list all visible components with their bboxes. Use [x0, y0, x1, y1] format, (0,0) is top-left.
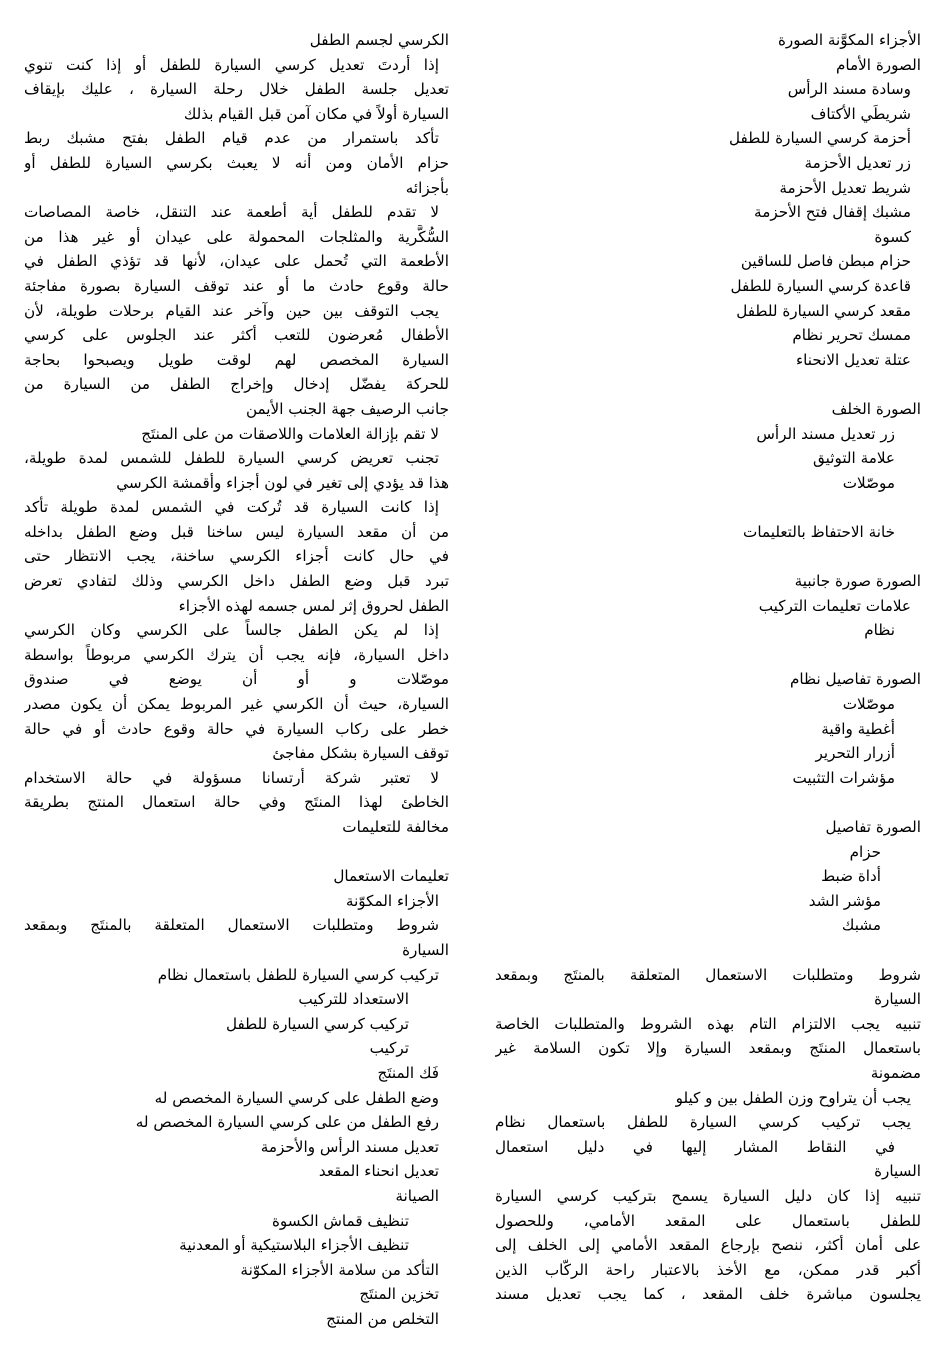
- list-item: نظام: [864, 621, 895, 640]
- text-line: يجب التوقف بين حين وآخر عند القيام برحلات طويلة، لأن: [24, 301, 439, 320]
- text-line: تجنب تعريض كرسي السيارة للطفل للشمس لمدة طويلة،: [24, 449, 439, 468]
- conditions-line: للطفل باستعمال على المقعد الأمامي، وللحصول: [495, 1211, 921, 1230]
- conditions-line: يجب تركيب كرسي السيارة للطفل باستعمال نظام: [495, 1113, 911, 1132]
- list-item: موصّلات: [842, 695, 895, 714]
- list-item: ممسك تحرير نظام: [792, 326, 911, 345]
- list-item: مشبك إقفال فتح الأحزمة: [754, 203, 911, 222]
- text-line: بأجزائه: [405, 178, 449, 197]
- toc-item: التخلص من المنتج: [326, 1309, 439, 1328]
- text-line: إذا كانت السيارة قد تُركت في الشمس لمدة طويلة تأكد: [24, 498, 439, 517]
- list-item: شريطَي الأكتاف: [810, 104, 911, 123]
- back-header: الصورة الخلف: [831, 399, 921, 418]
- list-item: مشبك: [841, 916, 881, 935]
- list-item: كسوة: [874, 227, 911, 246]
- conditions-line: السيارة: [874, 1162, 921, 1181]
- conditions-line: السيارة: [874, 990, 921, 1009]
- parts-header: الأجزاء المكوَّنة الصورة: [777, 31, 921, 49]
- list-item: علامة التوثيق: [813, 449, 895, 468]
- system-details-header: الصورة تفاصيل نظام: [789, 670, 921, 689]
- toc-item: التأكد من سلامة الأجزاء المكوّنة: [240, 1260, 439, 1279]
- toc-item: تعديل انحناء المقعد: [318, 1162, 439, 1181]
- toc-item: السيارة: [402, 940, 449, 959]
- toc-item: تخزين المنتَج: [359, 1285, 439, 1304]
- text-line: لا تقم بإزالة العلامات واللاصقات من على المنتَج: [141, 424, 439, 443]
- text-line: الخاطئ لهذا المنتَج وفي حالة استعمال المنتج بطريقة: [24, 793, 449, 812]
- text-line: السيارة، حيث أن الكرسي غير المربوط يمكن أن يكون مصدر: [24, 695, 449, 714]
- conditions-line: يجب أن يتراوح وزن الطفل بين و كيلو: [675, 1088, 911, 1107]
- list-item: وسادة مسند الرأس: [787, 80, 911, 99]
- text-line: حزام الأمان ومن أنه لا يعبث بكرسي السيارة للطفل أو: [24, 153, 449, 172]
- toc-item: تنظيف الأجزاء البلاستيكية أو المعدنية: [179, 1236, 409, 1255]
- text-line: في حال كانت أجزاء الكرسي ساخنة، يجب الانتظار حتى: [24, 547, 449, 566]
- instructions-slot: خانة الاحتفاظ بالتعليمات: [743, 522, 895, 541]
- list-item: زر تعديل الأحزمة: [804, 153, 911, 172]
- toc-item: تعديل مسند الرأس والأحزمة: [260, 1137, 439, 1156]
- right-column: [495, 28, 921, 1307]
- usage-title: تعليمات الاستعمال: [333, 867, 449, 886]
- list-item: شريط تعديل الأحزمة: [779, 178, 911, 197]
- list-item: زر تعديل مسند الرأس: [756, 424, 895, 443]
- text-line: تعديل جلسة الطفل خلال رحلة السيارة ، عليك بإيقاف: [24, 80, 449, 99]
- text-line: خطر على ركاب السيارة في حالة وقوع حادث أو في حالة: [24, 719, 449, 738]
- text-line: جانب الرصيف جهة الجنب الأيمن: [245, 399, 449, 418]
- conditions-line: في النقاط المشار إليها في دليل استعمال: [495, 1137, 895, 1156]
- conditions-line: أكبر قدر ممكن، مع الأخذ بالاعتبار راحة الركّاب الذين: [495, 1260, 921, 1279]
- text-line: تبرد قبل وضع الطفل داخل الكرسي وذلك لتفادي تعرض: [24, 572, 449, 591]
- toc-item: الاستعداد للتركيب: [298, 990, 409, 1009]
- list-item: موصّلات: [842, 473, 895, 492]
- text-line: الأطفال مُعرضون للتعب أكثر عند الجلوس على كرسي: [24, 326, 449, 345]
- list-item: مقعد كرسي السيارة للطفل: [736, 301, 911, 320]
- toc-item: شروط ومتطلبات الاستعمال المتعلقة بالمنتَج وبمقعد: [24, 916, 439, 935]
- toc-item: وضع الطفل على كرسي السيارة المخصص له: [154, 1088, 439, 1107]
- text-line: السيارة المخصص لهم لوقت طويل ويصبحوا بحاجة: [24, 350, 449, 369]
- list-item: علامات تعليمات التركيب: [758, 596, 911, 615]
- conditions-line: باستعمال المنتَج وبمقعد السيارة وإلا تكون السلامة غير: [495, 1039, 921, 1058]
- text-line: الطفل لحروق إثر لمس جسمه لهذه الأجزاء: [178, 596, 449, 615]
- list-item: مؤشر الشد: [808, 891, 881, 910]
- front-header: الصورة الأمام: [835, 55, 921, 74]
- conditions-line: تنبيه إذا كان دليل السيارة يسمح بتركيب كرسي السيارة: [495, 1186, 921, 1205]
- text-line: للحركة يفضّل إدخال وإخراج الطفل من السيارة من: [24, 375, 449, 394]
- text-line: تأكد باستمرار من عدم قيام الطفل بفتح مشبك ربط: [24, 129, 439, 148]
- toc-item: الصيانة: [395, 1186, 439, 1205]
- text-line: مخالفة للتعليمات: [342, 818, 449, 836]
- text-line: لا تقدم للطفل أية أطعمة عند التنقل، خاصة المصاصات: [24, 203, 439, 222]
- side-header: الصورة صورة جانبية: [794, 572, 921, 591]
- list-item: مؤشرات التثبيت: [792, 768, 895, 787]
- text-line: إذا لم يكن الطفل جالساً على الكرسي وكان الكرسي: [24, 621, 439, 640]
- list-item: حزام: [849, 842, 881, 861]
- toc-item: تركيب: [369, 1039, 409, 1058]
- section-title: الكرسي لجسم الطفل: [309, 31, 449, 49]
- list-item: عتلة تعديل الانحناء: [796, 350, 911, 369]
- conditions-line: تنبيه يجب الالتزام التام بهذه الشروط والمتطلبات الخاصة: [495, 1014, 921, 1033]
- text-line: إذا أردتَ تعديل كرسي السيارة للطفل أو إذا كنت تنوي: [24, 55, 439, 74]
- toc-item: تركيب كرسي السيارة للطفل: [225, 1014, 409, 1033]
- left-column: [24, 28, 449, 1331]
- text-line: لا تعتبر شركة أرتسانا مسؤولة في حالة الاستخدام: [24, 768, 439, 787]
- text-line: الأطعمة التي تُحمل على عيدان، لأنها قد تؤذي الطفل في: [24, 252, 449, 271]
- toc-item: تنظيف قماش الكسوة: [271, 1211, 409, 1230]
- text-line: موصّلات و أو أن يوضع في صندوق: [24, 670, 449, 689]
- conditions-line: مضمونة: [870, 1063, 921, 1082]
- list-item: أزرار التحرير: [815, 744, 895, 763]
- list-item: أحزمة كرسي السيارة للطفل: [729, 129, 911, 148]
- details-header: الصورة تفاصيل: [825, 818, 921, 836]
- toc-item: تركيب كرسي السيارة للطفل باستعمال نظام: [157, 965, 439, 984]
- list-item: حزام مبطن فاصل للساقين: [740, 252, 911, 271]
- toc-item: الأجزاء المكوّنة: [345, 891, 439, 910]
- list-item: أداة ضبط: [821, 867, 881, 886]
- text-line: داخل السيارة، فإنه يجب أن يترك الكرسي مربوطاً بواسطة: [24, 645, 449, 664]
- text-line: حالة وقوع حادث ما أو عند توقف السيارة بصورة مفاجئة: [24, 276, 449, 295]
- text-line: من أن مقعد السيارة ليس ساخنا قبل وضع الطفل بداخله: [24, 522, 449, 541]
- list-item: قاعدة كرسي السيارة للطفل: [730, 276, 911, 295]
- conditions-line: شروط ومتطلبات الاستعمال المتعلقة بالمنتَج وبمقعد: [495, 965, 921, 984]
- text-line: هذا قد يؤدي إلى تغير في لون أجزاء وأقمشة الكرسي: [116, 473, 449, 492]
- conditions-line: على أمان أكثر، ننصح بإرجاع المقعد الأمامي إلى الخلف إلى: [495, 1236, 921, 1255]
- text-line: توقف السيارة بشكل مفاجئ: [272, 744, 449, 763]
- toc-item: رفع الطفل من على كرسي السيارة المخصص له: [135, 1113, 439, 1132]
- text-line: السيارة أولاً في مكان آمن قبل القيام بذلك: [183, 104, 449, 123]
- text-line: السُّكَّرية والمثلجات المحمولة على عيدان أو غير هذا من: [24, 227, 449, 246]
- conditions-line: يجلسون مباشرة خلف المقعد ، كما يجب تعديل مسند: [495, 1285, 921, 1304]
- list-item: أغطية واقية: [821, 719, 895, 738]
- toc-item: فَك المنتَج: [377, 1063, 439, 1082]
